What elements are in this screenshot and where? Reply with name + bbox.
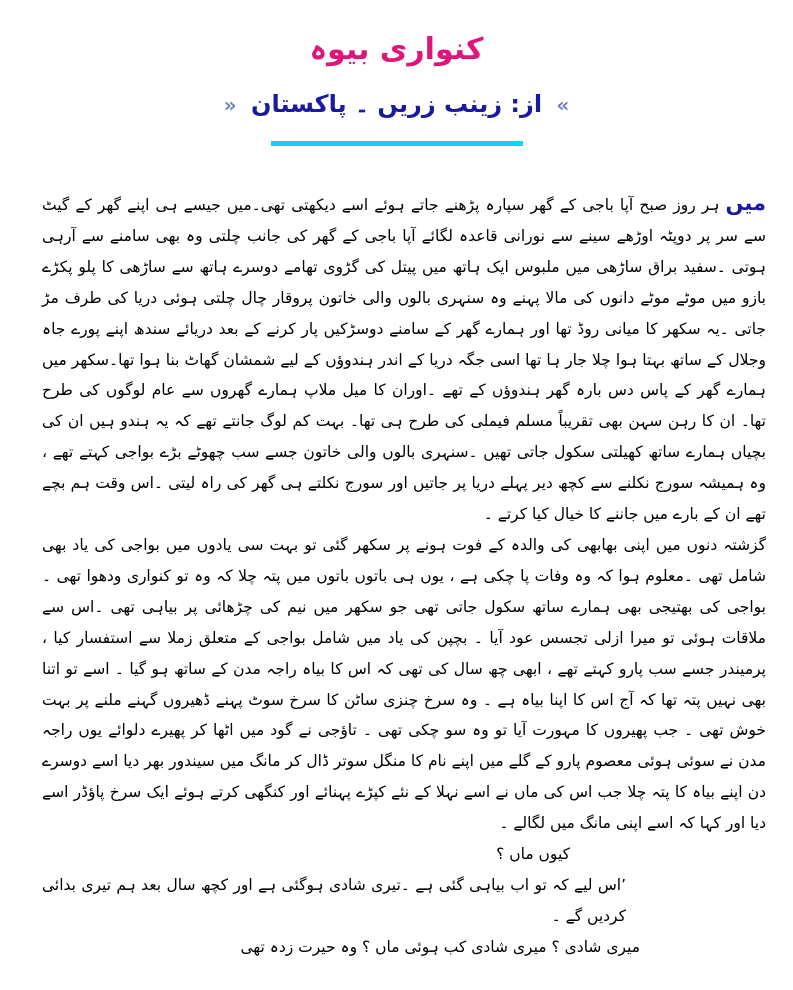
title-divider	[271, 141, 523, 146]
dialog-line-1: کیوں ماں ؟	[496, 845, 570, 864]
dialog-line-3: میری شادی ؟ میری شادی کب ہوئی ماں ؟ وہ حیرت زدہ تھی	[240, 938, 640, 957]
paragraph-1-text: ہر روز صبح آپا باجی کے گھر سپارہ پڑھنے جاتے ہوئے اسے دیکھتی تھی۔میں جیسے ہی اپنے گھر کے گیٹ سے سر پر دوپٹہ اوڑھے سینے سے نورانی قاعدہ لگائے آپا باجی کے گھر کی جانب چلتی وہ بھی سامنے سے آرہی ہوتی ۔سفید براق ساڑھی میں ملبوس ایک ہاتھ میں پیتل کی گڑوی تھامے دوسرے ہاتھ سے ساڑھی کا پلو پکڑے بازو میں موٹے موٹے دانوں کی مالا پہنے وہ سنہری بالوں والی خاتون پروقار چال چلتی ہوئی دریا کی طرف مڑ جاتی ۔یہ سکھر کا میانی روڈ تھا اور ہمارے گھر کے سامنے دوسڑکیں پار کرنے کے بعد دریائے سندھ اپنے پورے جاہ وجلال کے ساتھ بہتا ہوا چلا جار ہا تھا اسی جگہ دریا کے اندر ہندوؤں کے لیے شمشان گھاٹ بنا ہوا تھا۔سکھر میں ہمارے گھر کے پاس دس بارہ گھر ہندوؤں کے تھے ۔اوران کا میل ملاپ ہمارے گھروں سے عام لوگوں کی طرح تھا۔ ان کا رہن سہن بھی تقریباً مسلم فیملی کی طرح ہی تھا۔ بہت کم لوگ جانتے تھے کہ یہ ہندو ہیں ان کی بچیاں ہمارے ساتھ کھیلتی سکول جاتی تھیں ۔سنہری بالوں والی خاتون جسے سب چھوٹے بڑے بواجی کہتے تھے ، وہ ہمیشہ سورج نکلنے سے کچھ دیر پہلے دریا پر جاتیں اور سورج نکلتے ہی گھر کی راہ لیتی ۔اس وقت ہم بچے تھے ان کے بارے میں جاننے کا خیال کیا کرتے ۔	[42, 196, 766, 524]
dialog-line-2: ’اس لیے کہ تو اب بیاہی گئی ہے ۔تیری شادی ہوگئی ہے اور کچھ سال بعد ہم تیری بدائی کردیں گے ۔	[42, 876, 626, 926]
author-name: از: زینب زریں ۔ پاکستان	[250, 90, 543, 118]
paragraph-2: گزشتہ دنوں میں اپنی بھابھی کی والدہ کے فوت ہونے پر سکھر گئی تو بہت سی یادوں میں بواجی کی یاد بھی شامل تھی ۔معلوم ہوا کہ وہ وفات پا چکی ہے ، یوں ہی باتوں باتوں میں پتہ چلا کہ وہ تو کنواری ودھوا تھی ۔بواجی کی بھتیجی بھی ہمارے ساتھ سکول جاتی تھی جو سکھر میں نیم کی چڑھائی پر بیاہی تھی ۔اس سے ملاقات ہوئی تو میرا ازلی تجسس عود آیا ۔ بچپن کی یاد میں شامل بواجی کے متعلق زملا سے استفسار کیا ، پرمیندر جسے سب پارو کہتے تھے ، ابھی چھ سال کی تھی کہ اس کا بیاہ راجہ مدن کے ساتھ ہو گیا ۔ اسے تو اتنا بھی نہیں پتہ تھا کہ آج اس کا اپنا بیاہ ہے ۔ وہ سرخ چنزی ساٹن کا سرخ سوٹ پہنے ڈھیروں گہنے ملنے پر بہت خوش تھی ۔ جب پھیروں کا مہورت آیا تو وہ سو چکی تھی ۔ تاؤجی نے گود میں اٹھا کر پھیرے دلوائے یوں راجہ مدن نے سوئی ہوئی معصوم پارو کے گلے میں اپنے نام کا منگل سوتر ڈال کر مانگ میں سیندور بھر دیا اسے دوسرے دن اپنے بیاہ کا پتہ چلا جب اس کی ماں نے اسے نہلا کے نئے کپڑے پہنائے اور کنگھی کرتے ہوئے ایک سرخ پاؤڈر اسے دیا اور کہا کہ اسے اپنی مانگ میں لگالے ۔	[42, 535, 766, 833]
byline-ornament-left: «	[223, 93, 237, 117]
dropcap: میں	[725, 191, 766, 215]
story-body	[42, 188, 766, 963]
author-byline	[0, 86, 793, 123]
paragraph-1	[42, 188, 766, 530]
story-title: کنواری بیوہ	[309, 32, 484, 67]
byline-ornament-right: »	[556, 93, 570, 117]
